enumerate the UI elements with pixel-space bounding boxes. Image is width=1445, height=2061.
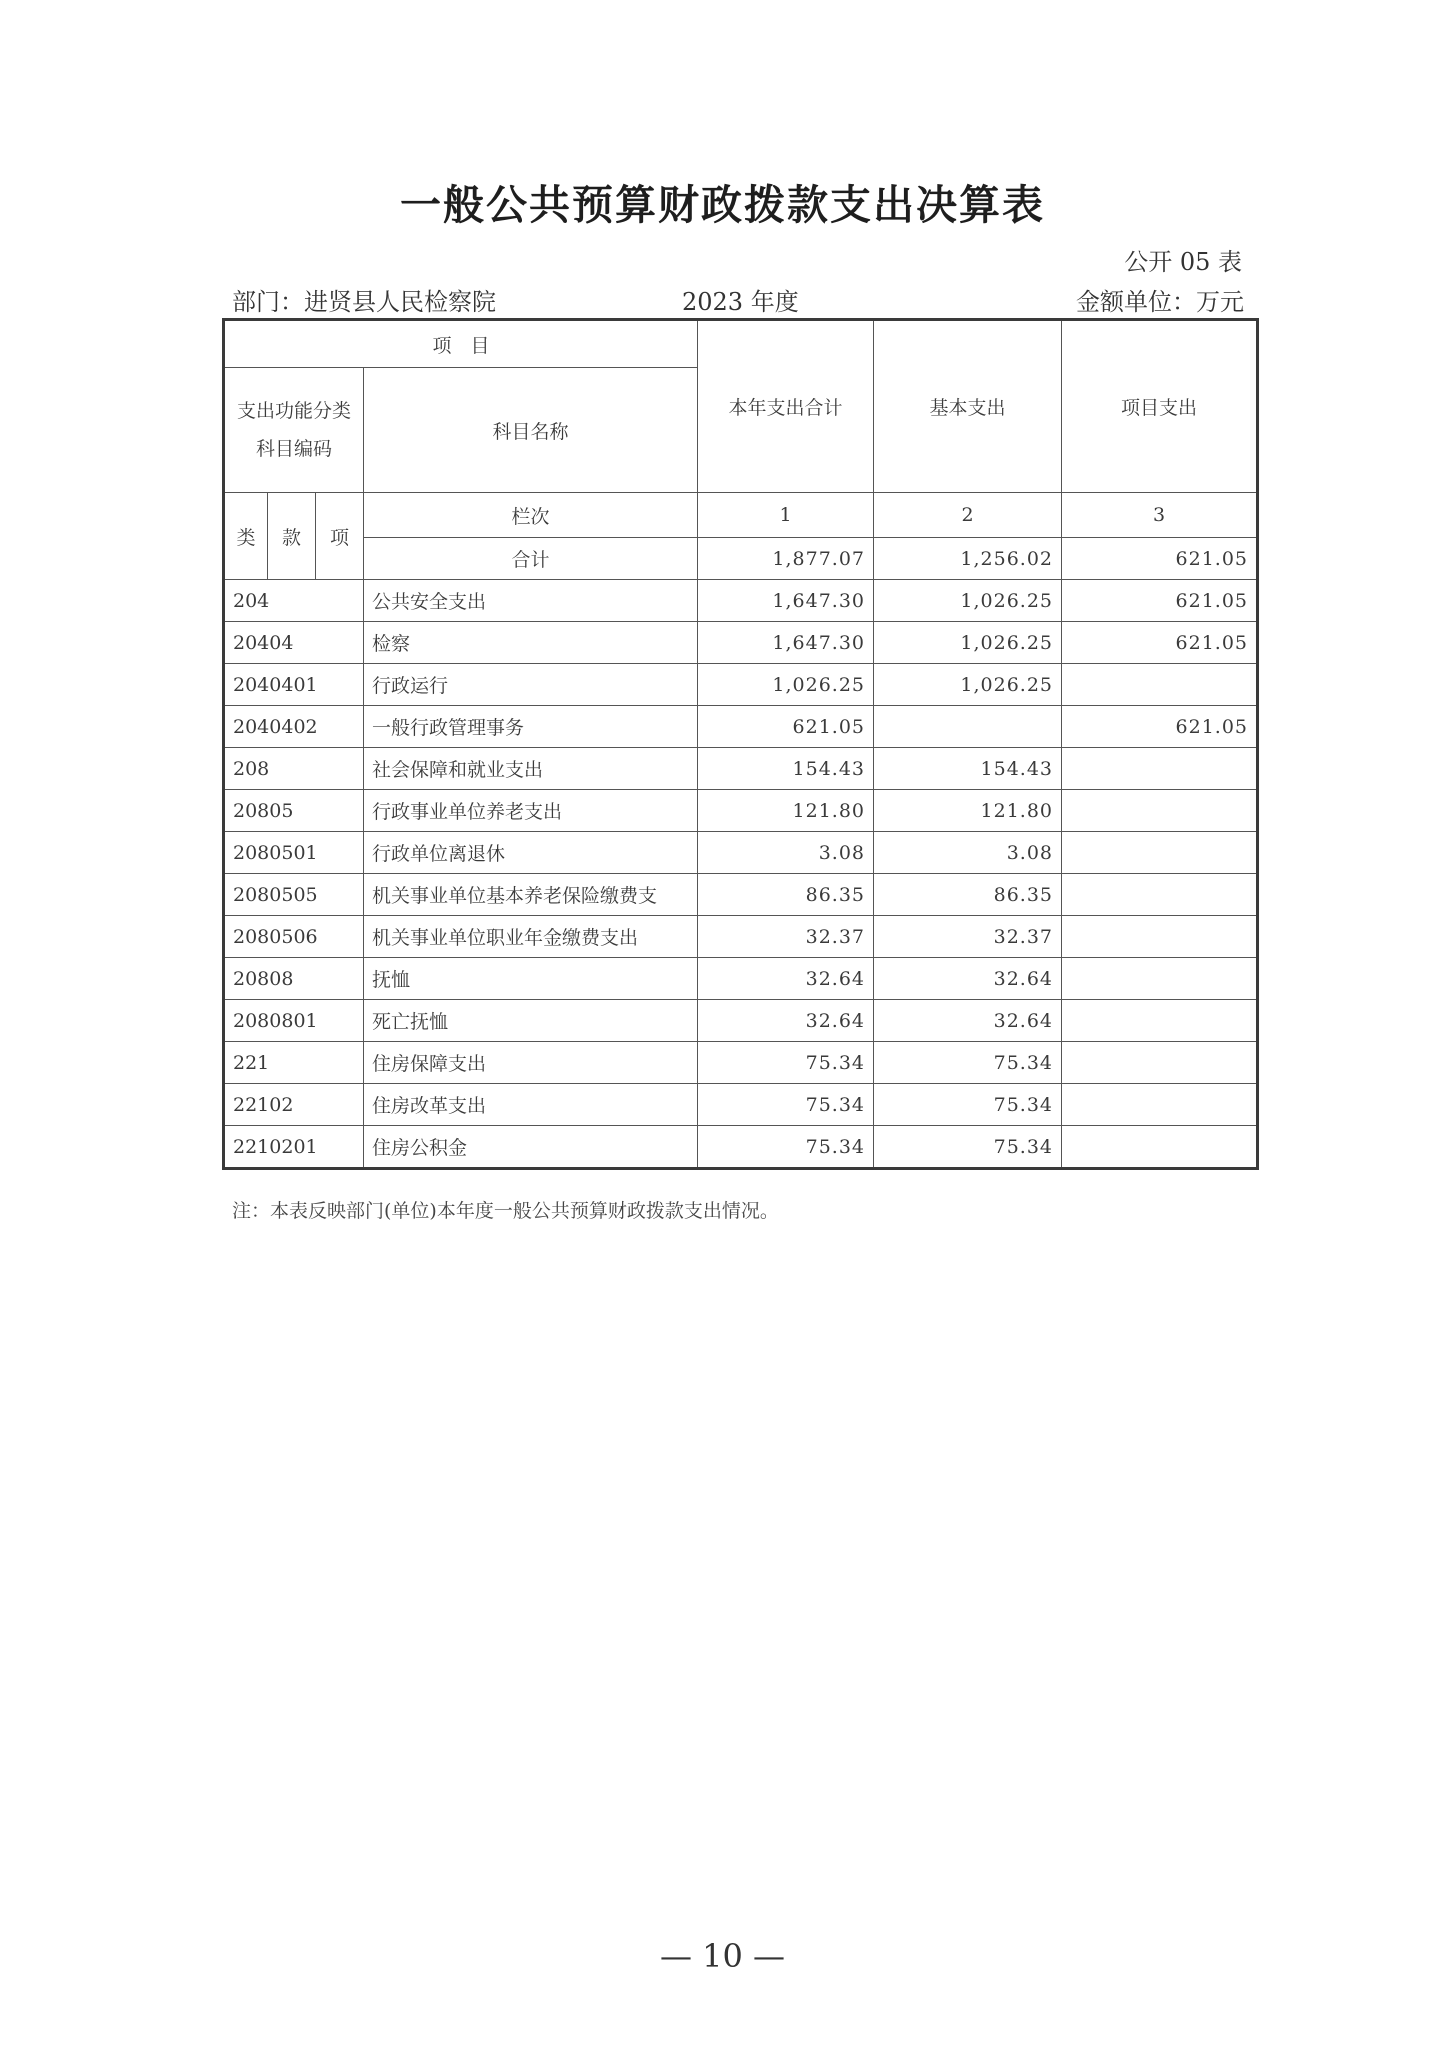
- col-index-2: 2: [874, 493, 1062, 538]
- row-subject-name: 行政运行: [364, 664, 698, 706]
- header-row-project: [224, 320, 1258, 368]
- row-project: 621.05: [1062, 580, 1258, 622]
- row-subject-name: 检察: [364, 622, 698, 664]
- row-total: 75.34: [698, 1126, 874, 1169]
- row-subject-name: 公共安全支出: [364, 580, 698, 622]
- row-subject-name: 一般行政管理事务: [364, 706, 698, 748]
- row-basic: [874, 706, 1062, 748]
- row-code: 2040401: [224, 664, 364, 706]
- row-project: [1062, 790, 1258, 832]
- row-total: 1,026.25: [698, 664, 874, 706]
- row-total: 154.43: [698, 748, 874, 790]
- row-subject-name: 住房改革支出: [364, 1084, 698, 1126]
- row-subject-name: 住房公积金: [364, 1126, 698, 1169]
- header-project: 项 目: [224, 320, 698, 368]
- header-lei: 类: [224, 493, 268, 580]
- row-basic: 32.64: [874, 1000, 1062, 1042]
- table-row: [224, 706, 1258, 748]
- total-project: 621.05: [1062, 538, 1258, 580]
- row-project: [1062, 832, 1258, 874]
- header-xiang: 项: [316, 493, 364, 580]
- row-project: [1062, 664, 1258, 706]
- page-title: 一般公共预算财政拨款支出决算表: [400, 181, 1045, 229]
- row-project: [1062, 1084, 1258, 1126]
- row-code: 221: [224, 1042, 364, 1084]
- table-row: [224, 580, 1258, 622]
- table-note: 注：本表反映部门(单位)本年度一般公共预算财政拨款支出情况。: [232, 1200, 779, 1222]
- table-row: [224, 916, 1258, 958]
- row-basic: 75.34: [874, 1084, 1062, 1126]
- table-row: [224, 622, 1258, 664]
- meta-line: [232, 282, 1244, 316]
- row-total: 86.35: [698, 874, 874, 916]
- total-amount: 1,877.07: [698, 538, 874, 580]
- row-code: 2080501: [224, 832, 364, 874]
- row-project: [1062, 1042, 1258, 1084]
- table-row: [224, 958, 1258, 1000]
- header-column-index: 栏次: [364, 493, 698, 538]
- row-project: [1062, 1000, 1258, 1042]
- row-code: 2080801: [224, 1000, 364, 1042]
- budget-table: [222, 318, 1259, 1170]
- row-project: 621.05: [1062, 706, 1258, 748]
- row-project: [1062, 958, 1258, 1000]
- row-subject-name: 死亡抚恤: [364, 1000, 698, 1042]
- row-basic: 154.43: [874, 748, 1062, 790]
- row-basic: 75.34: [874, 1042, 1062, 1084]
- row-code: 2080505: [224, 874, 364, 916]
- row-subject-name: 行政事业单位养老支出: [364, 790, 698, 832]
- table-row: [224, 1084, 1258, 1126]
- form-code: 公开 05 表: [1124, 248, 1242, 276]
- col-index-1: 1: [698, 493, 874, 538]
- row-code: 208: [224, 748, 364, 790]
- row-total: 1,647.30: [698, 580, 874, 622]
- row-basic: 1,026.25: [874, 664, 1062, 706]
- row-total: 1,647.30: [698, 622, 874, 664]
- table-row: [224, 1000, 1258, 1042]
- row-code: 2040402: [224, 706, 364, 748]
- row-total: 121.80: [698, 790, 874, 832]
- row-code: 2080506: [224, 916, 364, 958]
- row-project: [1062, 916, 1258, 958]
- table-row: [224, 1042, 1258, 1084]
- row-basic: 3.08: [874, 832, 1062, 874]
- header-project-expenditure: 项目支出: [1062, 320, 1258, 493]
- row-code: 20808: [224, 958, 364, 1000]
- row-total: 621.05: [698, 706, 874, 748]
- row-basic: 32.64: [874, 958, 1062, 1000]
- row-total: 32.37: [698, 916, 874, 958]
- header-row-index: [224, 493, 1258, 538]
- row-total: 32.64: [698, 1000, 874, 1042]
- row-code: 22102: [224, 1084, 364, 1126]
- table-row: [224, 790, 1258, 832]
- row-subject-name: 机关事业单位职业年金缴费支出: [364, 916, 698, 958]
- table-row: [224, 748, 1258, 790]
- col-index-3: 3: [1062, 493, 1258, 538]
- year-label: 2023 年度: [682, 288, 799, 316]
- row-project: [1062, 1126, 1258, 1169]
- row-basic: 75.34: [874, 1126, 1062, 1169]
- row-subject-name: 住房保障支出: [364, 1042, 698, 1084]
- row-subject-name: 抚恤: [364, 958, 698, 1000]
- row-code: 20404: [224, 622, 364, 664]
- row-basic: 86.35: [874, 874, 1062, 916]
- row-project: 621.05: [1062, 622, 1258, 664]
- row-basic: 121.80: [874, 790, 1062, 832]
- header-kuan: 款: [268, 493, 316, 580]
- row-project: [1062, 748, 1258, 790]
- header-basic: 基本支出: [874, 320, 1062, 493]
- page-number: — 10 —: [659, 1937, 786, 1975]
- row-subject-name: 社会保障和就业支出: [364, 748, 698, 790]
- row-subject-name: 机关事业单位基本养老保险缴费支: [364, 874, 698, 916]
- data-rows: [224, 580, 1258, 1169]
- table-row: [224, 664, 1258, 706]
- row-total: 75.34: [698, 1042, 874, 1084]
- row-total: 32.64: [698, 958, 874, 1000]
- row-code: 2210201: [224, 1126, 364, 1169]
- row-basic: 1,026.25: [874, 622, 1062, 664]
- row-code: 204: [224, 580, 364, 622]
- department-label: 部门：进贤县人民检察院: [232, 288, 496, 316]
- total-basic: 1,256.02: [874, 538, 1062, 580]
- row-total: 75.34: [698, 1084, 874, 1126]
- total-row: [224, 538, 1258, 580]
- row-project: [1062, 874, 1258, 916]
- total-label: 合计: [364, 538, 698, 580]
- table-row: [224, 832, 1258, 874]
- unit-label: 金额单位：万元: [1076, 288, 1244, 316]
- row-basic: 1,026.25: [874, 580, 1062, 622]
- row-code: 20805: [224, 790, 364, 832]
- header-total: 本年支出合计: [698, 320, 874, 493]
- header-subject-name: 科目名称: [364, 368, 698, 493]
- row-basic: 32.37: [874, 916, 1062, 958]
- header-func-class-code: 支出功能分类科目编码: [224, 368, 364, 493]
- row-total: 3.08: [698, 832, 874, 874]
- table-row: [224, 874, 1258, 916]
- table-row: [224, 1126, 1258, 1169]
- row-subject-name: 行政单位离退休: [364, 832, 698, 874]
